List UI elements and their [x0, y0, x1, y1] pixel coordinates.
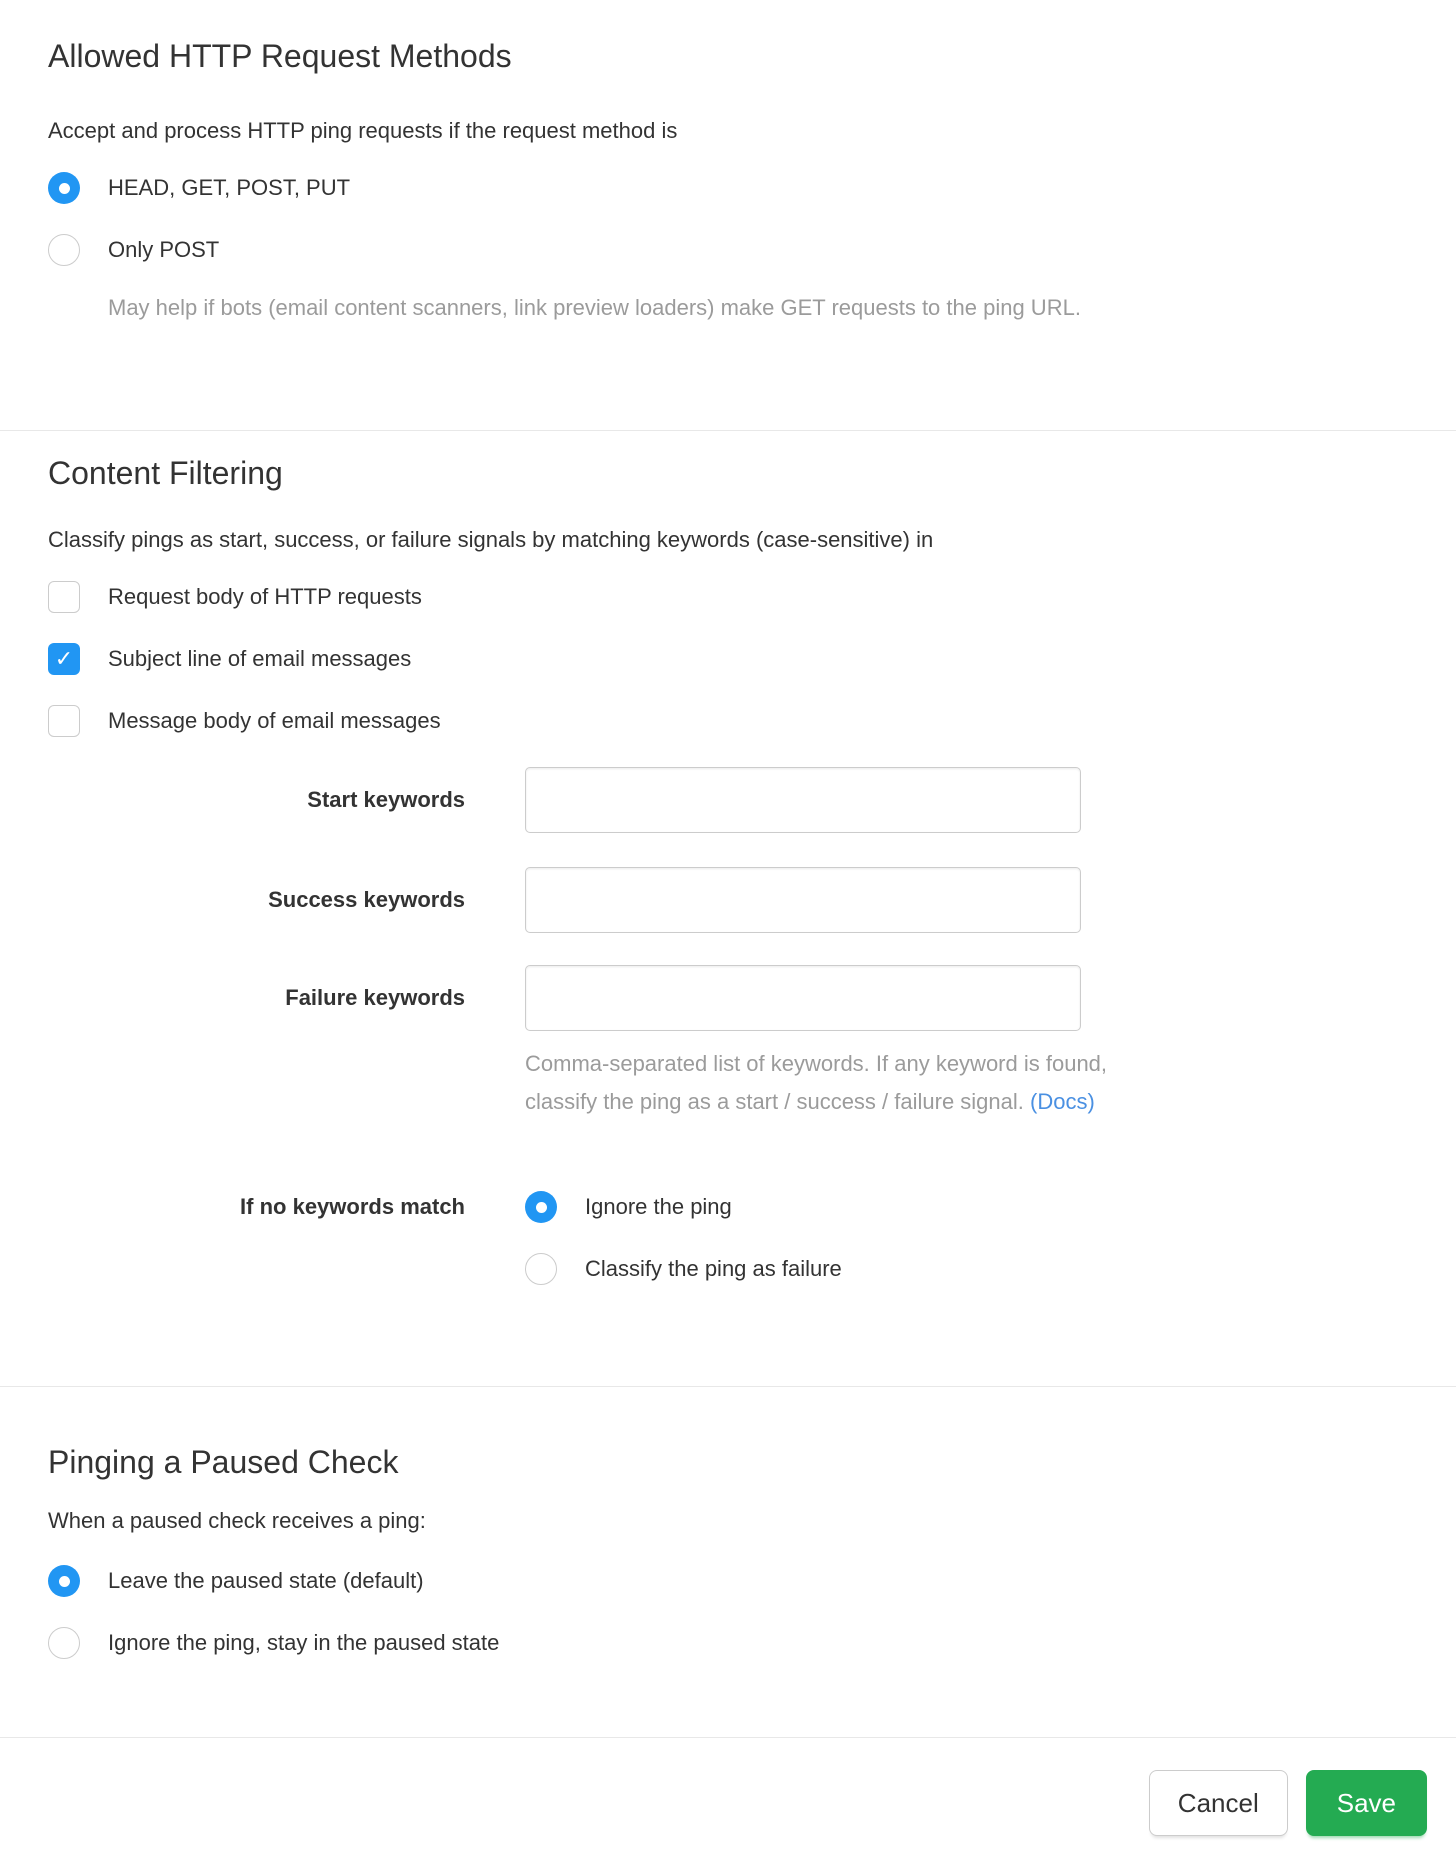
checkbox-option-request-body[interactable]	[48, 577, 1408, 617]
radio-selected-icon[interactable]	[525, 1191, 557, 1223]
radio-dot-icon	[536, 1202, 547, 1213]
checkbox-option-label: Subject line of email messages	[108, 646, 412, 671]
radio-option-label: Only POST	[108, 237, 220, 262]
start-keywords-label: Start keywords	[307, 787, 465, 812]
radio-option-label: HEAD, GET, POST, PUT	[108, 175, 351, 200]
start-keywords-input[interactable]	[525, 767, 1081, 833]
failure-keywords-input[interactable]	[525, 965, 1081, 1031]
only-post-help-text: May help if bots (email content scanners, link preview loaders) make GET requests to the ping URL.	[108, 295, 1081, 320]
cancel-button[interactable]: Cancel	[1149, 1770, 1288, 1836]
checkbox-unchecked-icon[interactable]	[48, 581, 80, 613]
checkbox-option-message-body[interactable]	[48, 701, 1408, 741]
radio-unselected-icon[interactable]	[48, 234, 80, 266]
keywords-help-line1: Comma-separated list of keywords. If any keyword is found,	[525, 1051, 1108, 1076]
failure-keywords-label: Failure keywords	[285, 985, 465, 1010]
checkbox-option-label: Request body of HTTP requests	[108, 584, 422, 609]
radio-option-label: Ignore the ping	[585, 1194, 732, 1219]
allowed-methods-subtitle: Accept and process HTTP ping requests if the request method is	[48, 118, 678, 143]
radio-option-label: Ignore the ping, stay in the paused state	[108, 1630, 500, 1655]
no-keywords-match-group	[48, 1187, 1408, 1289]
keywords-help-line2: classify the ping as a start / success / failure signal.	[525, 1089, 1024, 1114]
success-keywords-input[interactable]	[525, 867, 1081, 933]
content-filtering-title: Content Filtering	[48, 455, 283, 491]
paused-check-subtitle: When a paused check receives a ping:	[48, 1508, 426, 1533]
checkbox-checked-icon[interactable]	[48, 643, 80, 675]
radio-option-only-post[interactable]	[48, 230, 1408, 270]
section-content-filtering	[0, 431, 1456, 1386]
allowed-methods-title: Allowed HTTP Request Methods	[48, 38, 512, 74]
section-pinging-paused-check	[0, 1387, 1456, 1737]
radio-dot-icon	[59, 183, 70, 194]
checkbox-option-label: Message body of email messages	[108, 708, 441, 733]
docs-link[interactable]: (Docs)	[1030, 1089, 1095, 1114]
radio-option-label: Classify the ping as failure	[585, 1256, 842, 1281]
radio-unselected-icon[interactable]	[525, 1253, 557, 1285]
no-keywords-match-label: If no keywords match	[240, 1194, 465, 1219]
radio-option-head-get-post-put[interactable]	[48, 168, 1408, 208]
radio-option-classify-failure[interactable]	[525, 1249, 842, 1289]
form-row-failure-keywords	[48, 965, 1408, 1031]
checkbox-option-subject-line[interactable]	[48, 639, 1408, 679]
checkbox-unchecked-icon[interactable]	[48, 705, 80, 737]
section-allowed-methods	[0, 0, 1456, 430]
keywords-help-text	[525, 1045, 1165, 1121]
radio-unselected-icon[interactable]	[48, 1627, 80, 1659]
radio-option-ignore-ping[interactable]	[525, 1187, 842, 1227]
save-button[interactable]: Save	[1306, 1770, 1427, 1836]
checkmark-icon: ✓	[54, 646, 74, 671]
footer-actions	[0, 1738, 1456, 1836]
radio-option-label: Leave the paused state (default)	[108, 1568, 424, 1593]
radio-option-stay-paused[interactable]	[48, 1623, 1408, 1663]
paused-check-title: Pinging a Paused Check	[48, 1444, 399, 1480]
radio-dot-icon	[59, 1576, 70, 1587]
radio-option-leave-paused-state[interactable]	[48, 1561, 1408, 1601]
radio-selected-icon[interactable]	[48, 1565, 80, 1597]
content-filtering-subtitle: Classify pings as start, success, or failure signals by matching keywords (case-sensitive) in	[48, 527, 934, 552]
form-row-start-keywords	[48, 767, 1408, 833]
radio-selected-icon[interactable]	[48, 172, 80, 204]
form-row-success-keywords	[48, 867, 1408, 933]
success-keywords-label: Success keywords	[268, 887, 465, 912]
